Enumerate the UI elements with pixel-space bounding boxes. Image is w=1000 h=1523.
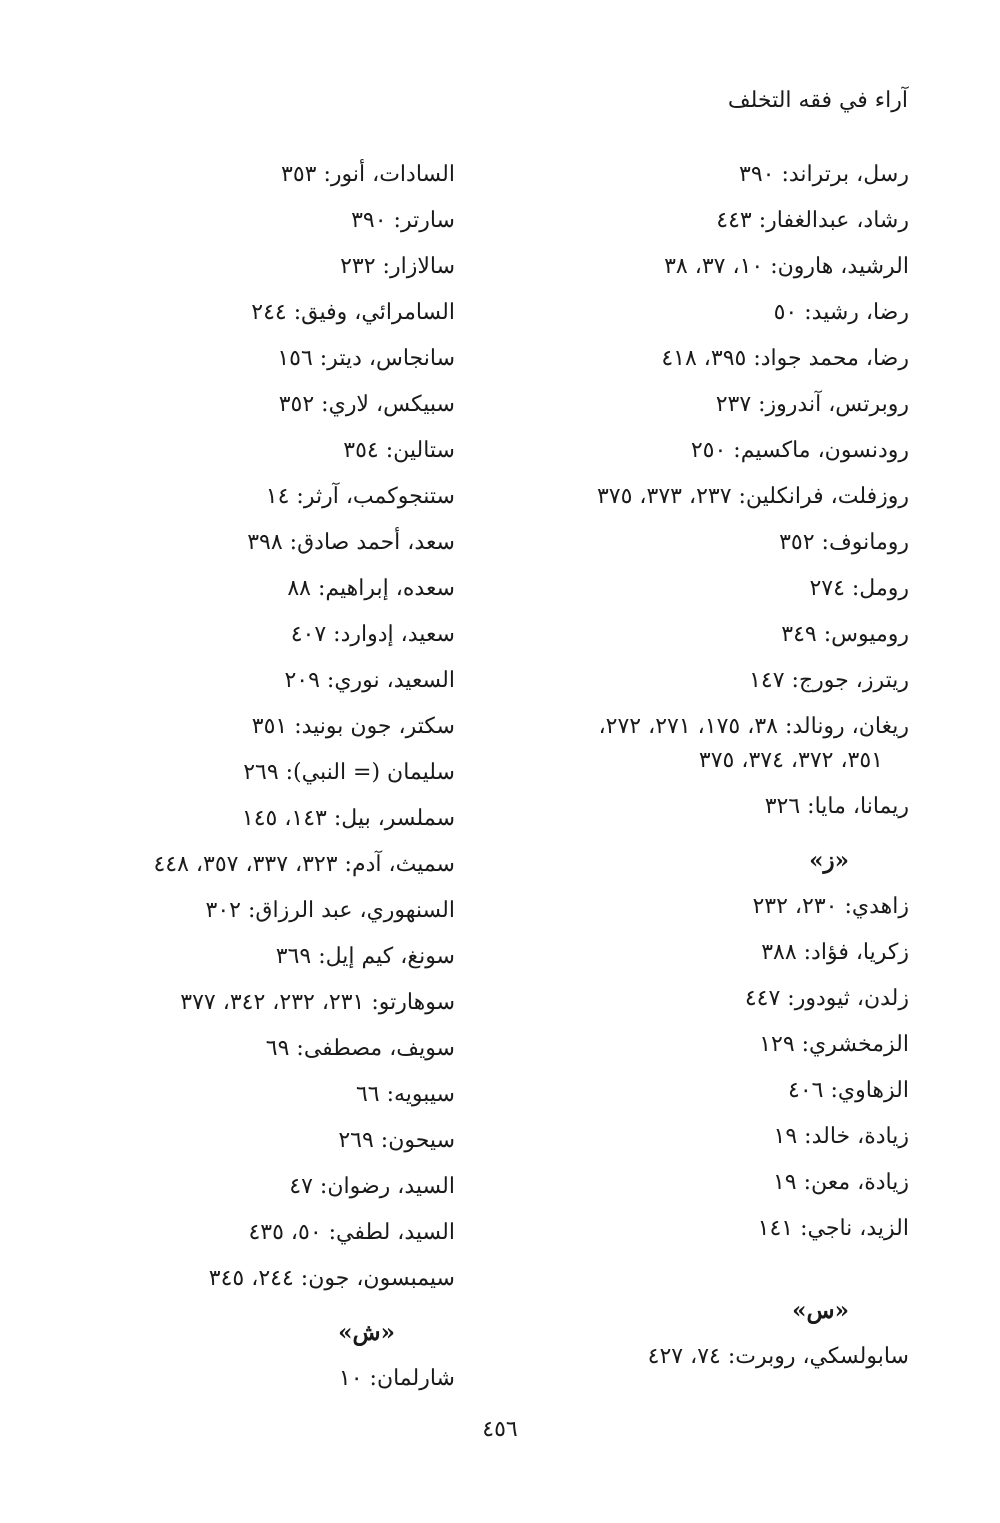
index-entry: السعيد، نوري: ٢٠٩ — [284, 668, 455, 693]
page-number: ٤٥٦ — [482, 1417, 518, 1442]
index-entry: السيد، لطفي: ٥٠، ٤٣٥ — [248, 1220, 455, 1245]
index-entry: رودنسون، ماكسيم: ٢٥٠ — [690, 438, 909, 463]
index-entry: سكتر، جون بونيد: ٣٥١ — [251, 714, 455, 739]
index-entry: سيمبسون، جون: ٢٤٤، ٣٤٥ — [208, 1266, 455, 1291]
index-entry: شارلمان: ١٠ — [338, 1366, 455, 1391]
index-entry: زاهدي: ٢٣٠، ٢٣٢ — [752, 894, 909, 919]
running-header: آراء في فقه التخلف — [727, 88, 908, 113]
index-entry: الزهاوي: ٤٠٦ — [788, 1078, 909, 1103]
index-entry: الزيد، ناجي: ١٤١ — [757, 1216, 909, 1241]
entry-line: ريغان، رونالد: ٣٨، ١٧٥، ٢٧١، ٢٧٢، — [598, 714, 909, 739]
letter-heading-seen: «س» — [792, 1297, 849, 1324]
index-entry: زيادة، معن: ١٩ — [772, 1170, 909, 1195]
index-column-right — [509, 152, 909, 1380]
index-entry: السيد، رضوان: ٤٧ — [289, 1174, 455, 1199]
index-entry: الزمخشري: ١٢٩ — [759, 1032, 909, 1057]
index-entry: ستالين: ٣٥٤ — [343, 438, 455, 463]
index-entry-multiline — [509, 704, 909, 784]
index-entry: رومل: ٢٧٤ — [809, 576, 909, 601]
index-entry: سالازار: ٢٣٢ — [340, 254, 455, 279]
index-entry: سميث، آدم: ٣٢٣، ٣٣٧، ٣٥٧، ٤٤٨ — [153, 852, 455, 877]
index-entry: ستنجوكمب، آرثر: ١٤ — [265, 484, 455, 509]
index-entry: ريترز، جورج: ١٤٧ — [749, 668, 909, 693]
index-entry: السنهوري، عبد الرزاق: ٣٠٢ — [205, 898, 455, 923]
index-entry: رومانوف: ٣٥٢ — [779, 530, 909, 555]
index-entry: الرشيد، هارون: ١٠، ٣٧، ٣٨ — [664, 254, 909, 279]
index-entry: سبيكس، لاري: ٣٥٢ — [278, 392, 455, 417]
index-entry: السامرائي، وفيق: ٢٤٤ — [251, 300, 455, 325]
index-entry: ريمانا، مايا: ٣٢٦ — [764, 794, 909, 819]
entry-continuation: ٣٥١، ٣٧٢، ٣٧٤، ٣٧٥ — [698, 748, 883, 773]
index-entry: سيبويه: ٦٦ — [355, 1082, 455, 1107]
index-entry: رسل، برتراند: ٣٩٠ — [739, 162, 909, 187]
index-entry: زيادة، خالد: ١٩ — [773, 1124, 909, 1149]
letter-heading-sheen: «ش» — [338, 1319, 395, 1346]
index-entry: سعيد، إدوارد: ٤٠٧ — [290, 622, 455, 647]
index-entry: سونغ، كيم إيل: ٣٦٩ — [275, 944, 455, 969]
index-entry: سيحون: ٢٦٩ — [338, 1128, 455, 1153]
index-entry: رشاد، عبدالغفار: ٤٤٣ — [716, 208, 909, 233]
index-entry: سانجاس، ديتر: ١٥٦ — [277, 346, 455, 371]
index-column-left — [55, 152, 455, 1402]
index-entry: سليمان (= النبي): ٢٦٩ — [243, 760, 455, 785]
index-entry: زلدن، ثيودور: ٤٤٧ — [744, 986, 909, 1011]
index-entry: رضا، رشيد: ٥٠ — [773, 300, 909, 325]
index-entry: روبرتس، آندروز: ٢٣٧ — [715, 392, 909, 417]
index-entry: سملسر، بيل: ١٤٣، ١٤٥ — [241, 806, 455, 831]
index-entry: روميوس: ٣٤٩ — [781, 622, 909, 647]
index-entry: سابولسكي، روبرت: ٧٤، ٤٢٧ — [647, 1344, 909, 1369]
letter-heading-zay: «ز» — [809, 847, 849, 874]
index-entry: سويف، مصطفى: ٦٩ — [265, 1036, 455, 1061]
index-entry: سوهارتو: ٢٣١، ٢٣٢، ٣٤٢، ٣٧٧ — [180, 990, 455, 1015]
index-entry: رضا، محمد جواد: ٣٩٥، ٤١٨ — [661, 346, 909, 371]
index-entry: السادات، أنور: ٣٥٣ — [281, 162, 455, 187]
index-entry: سعده، إبراهيم: ٨٨ — [287, 576, 455, 601]
index-entry: روزفلت، فرانكلين: ٢٣٧، ٣٧٣، ٣٧٥ — [596, 484, 909, 509]
index-entry: زكريا، فؤاد: ٣٨٨ — [761, 940, 909, 965]
index-entry: سارتر: ٣٩٠ — [351, 208, 455, 233]
index-entry: سعد، أحمد صادق: ٣٩٨ — [247, 530, 455, 555]
